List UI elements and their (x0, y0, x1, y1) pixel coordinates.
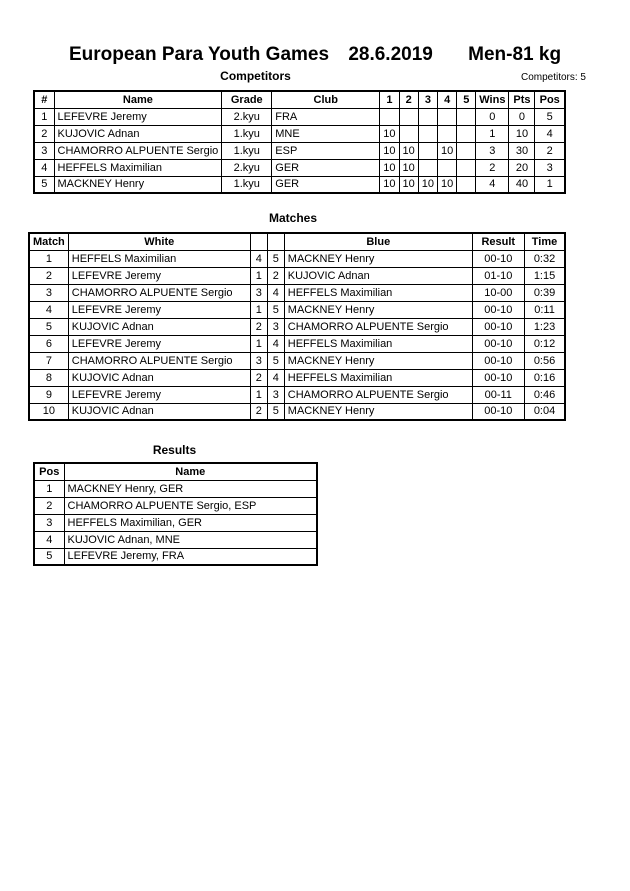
competitor-grade: 1.kyu (222, 125, 272, 142)
match-row (29, 335, 565, 352)
col-time: Time (524, 233, 565, 250)
competitor-score-4: 10 (438, 142, 457, 159)
col-club: Club (272, 91, 380, 108)
result-row (34, 548, 317, 565)
match-time: 0:56 (524, 352, 565, 369)
competitors-heading: Competitors (220, 69, 291, 83)
competitor-number: 5 (34, 176, 54, 193)
match-blue-number: 4 (267, 284, 284, 301)
competitor-score-4: 10 (438, 176, 457, 193)
match-number: 2 (29, 267, 68, 284)
col-score-1: 1 (380, 91, 399, 108)
match-result: 01-10 (472, 267, 524, 284)
competitor-name: HEFFELS Maximilian (54, 159, 222, 176)
match-time: 0:39 (524, 284, 565, 301)
match-time: 0:32 (524, 250, 565, 267)
competitor-wins: 3 (476, 142, 509, 159)
competitor-score-4 (438, 159, 457, 176)
match-blue-name: MACKNEY Henry (284, 301, 472, 318)
competitor-row (34, 125, 565, 142)
competitors-table (33, 90, 566, 194)
col-result: Result (472, 233, 524, 250)
competitor-wins: 2 (476, 159, 509, 176)
competitor-score-1: 10 (380, 159, 399, 176)
competitor-pts: 40 (509, 176, 535, 193)
competitor-number: 2 (34, 125, 54, 142)
competitor-score-5 (457, 125, 476, 142)
competitors-count: Competitors: 5 (520, 72, 586, 83)
result-name: MACKNEY Henry, GER (64, 480, 317, 497)
match-number: 6 (29, 335, 68, 352)
col-wins: Wins (476, 91, 509, 108)
competitor-wins: 4 (476, 176, 509, 193)
competitor-pts: 0 (509, 108, 535, 125)
competitor-score-4 (438, 108, 457, 125)
competitor-club: FRA (272, 108, 380, 125)
result-row (34, 480, 317, 497)
match-time: 1:15 (524, 267, 565, 284)
match-white-number: 3 (250, 352, 267, 369)
event-date: 28.6.2019 (348, 44, 433, 65)
competitors-header-row (34, 91, 565, 108)
competitor-wins: 0 (476, 108, 509, 125)
competitor-score-2 (399, 108, 418, 125)
match-blue-name: MACKNEY Henry (284, 352, 472, 369)
competitor-score-5 (457, 108, 476, 125)
competitor-grade: 1.kyu (222, 142, 272, 159)
result-pos: 3 (34, 514, 64, 531)
competitor-club: GER (272, 176, 380, 193)
col-name: Name (54, 91, 222, 108)
competitor-score-1: 10 (380, 142, 399, 159)
match-time: 0:12 (524, 335, 565, 352)
match-white-number: 1 (250, 386, 267, 403)
match-result: 00-10 (472, 301, 524, 318)
match-result: 00-10 (472, 403, 524, 420)
competitor-score-1 (380, 108, 399, 125)
match-white-name: HEFFELS Maximilian (68, 250, 250, 267)
col-score-3: 3 (418, 91, 437, 108)
match-number: 1 (29, 250, 68, 267)
match-result: 10-00 (472, 284, 524, 301)
result-pos: 5 (34, 548, 64, 565)
competitor-pts: 20 (509, 159, 535, 176)
match-white-name: KUJOVIC Adnan (68, 318, 250, 335)
match-number: 4 (29, 301, 68, 318)
competitor-score-5 (457, 159, 476, 176)
match-blue-name: MACKNEY Henry (284, 403, 472, 420)
result-name: KUJOVIC Adnan, MNE (64, 531, 317, 548)
match-blue-name: CHAMORRO ALPUENTE Sergio (284, 386, 472, 403)
col-number: # (34, 91, 54, 108)
competitor-score-1: 10 (380, 125, 399, 142)
result-pos: 2 (34, 497, 64, 514)
matches-heading: Matches (268, 211, 318, 225)
col-blue: Blue (284, 233, 472, 250)
match-white-name: LEFEVRE Jeremy (68, 386, 250, 403)
result-name: HEFFELS Maximilian, GER (64, 514, 317, 531)
match-white-name: LEFEVRE Jeremy (68, 301, 250, 318)
competitor-score-4 (438, 125, 457, 142)
match-row (29, 267, 565, 284)
match-blue-number: 5 (267, 250, 284, 267)
competitor-number: 3 (34, 142, 54, 159)
result-name: LEFEVRE Jeremy, FRA (64, 548, 317, 565)
competitor-name: MACKNEY Henry (54, 176, 222, 193)
competitor-number: 1 (34, 108, 54, 125)
competitor-pts: 10 (509, 125, 535, 142)
match-number: 8 (29, 369, 68, 386)
col-result-pos: Pos (34, 463, 64, 480)
col-grade: Grade (222, 91, 272, 108)
competitor-row (34, 108, 565, 125)
match-blue-number: 5 (267, 352, 284, 369)
matches-header-row (29, 233, 565, 250)
match-blue-number: 5 (267, 403, 284, 420)
results-table (33, 462, 318, 566)
match-row (29, 403, 565, 420)
results-header-row (34, 463, 317, 480)
competitor-row (34, 176, 565, 193)
match-white-name: CHAMORRO ALPUENTE Sergio (68, 284, 250, 301)
competitor-grade: 1.kyu (222, 176, 272, 193)
result-row (34, 531, 317, 548)
result-pos: 1 (34, 480, 64, 497)
match-row (29, 250, 565, 267)
competitor-row (34, 159, 565, 176)
col-pos: Pos (535, 91, 565, 108)
match-row (29, 369, 565, 386)
match-white-name: LEFEVRE Jeremy (68, 335, 250, 352)
match-row (29, 301, 565, 318)
result-row (34, 514, 317, 531)
competitor-name: CHAMORRO ALPUENTE Sergio (54, 142, 222, 159)
match-time: 0:16 (524, 369, 565, 386)
col-white: White (68, 233, 250, 250)
match-white-name: KUJOVIC Adnan (68, 369, 250, 386)
col-result-name: Name (64, 463, 317, 480)
competitor-club: GER (272, 159, 380, 176)
match-result: 00-10 (472, 318, 524, 335)
match-white-number: 2 (250, 403, 267, 420)
match-row (29, 284, 565, 301)
competitor-pts: 30 (509, 142, 535, 159)
match-blue-number: 4 (267, 335, 284, 352)
match-blue-name: CHAMORRO ALPUENTE Sergio (284, 318, 472, 335)
match-number: 7 (29, 352, 68, 369)
competitor-pos: 4 (535, 125, 565, 142)
match-blue-name: KUJOVIC Adnan (284, 267, 472, 284)
match-blue-number: 3 (267, 386, 284, 403)
match-result: 00-10 (472, 335, 524, 352)
match-white-number: 1 (250, 301, 267, 318)
results-heading: Results (152, 443, 197, 457)
competitor-score-2: 10 (399, 176, 418, 193)
match-result: 00-11 (472, 386, 524, 403)
match-time: 0:04 (524, 403, 565, 420)
match-blue-number: 2 (267, 267, 284, 284)
match-row (29, 318, 565, 335)
col-white-number (250, 233, 267, 250)
match-number: 10 (29, 403, 68, 420)
result-row (34, 497, 317, 514)
match-white-name: KUJOVIC Adnan (68, 403, 250, 420)
competitor-score-3 (418, 108, 437, 125)
col-pts: Pts (509, 91, 535, 108)
match-white-number: 1 (250, 335, 267, 352)
match-result: 00-10 (472, 250, 524, 267)
event-name: European Para Youth Games (68, 44, 330, 65)
col-score-4: 4 (438, 91, 457, 108)
match-blue-number: 4 (267, 369, 284, 386)
match-blue-name: MACKNEY Henry (284, 250, 472, 267)
match-white-number: 4 (250, 250, 267, 267)
competitor-pos: 5 (535, 108, 565, 125)
competitor-club: ESP (272, 142, 380, 159)
competitor-score-3 (418, 142, 437, 159)
competitor-score-2: 10 (399, 142, 418, 159)
competitor-name: KUJOVIC Adnan (54, 125, 222, 142)
match-time: 0:46 (524, 386, 565, 403)
match-number: 9 (29, 386, 68, 403)
match-blue-number: 3 (267, 318, 284, 335)
matches-table (28, 232, 566, 421)
competitor-name: LEFEVRE Jeremy (54, 108, 222, 125)
competitor-pos: 1 (535, 176, 565, 193)
competitor-grade: 2.kyu (222, 159, 272, 176)
col-score-5: 5 (457, 91, 476, 108)
match-blue-number: 5 (267, 301, 284, 318)
match-blue-name: HEFFELS Maximilian (284, 369, 472, 386)
match-white-number: 2 (250, 369, 267, 386)
match-result: 00-10 (472, 369, 524, 386)
competitor-grade: 2.kyu (222, 108, 272, 125)
match-white-number: 2 (250, 318, 267, 335)
match-number: 3 (29, 284, 68, 301)
competitor-score-5 (457, 142, 476, 159)
competitor-score-3 (418, 159, 437, 176)
match-number: 5 (29, 318, 68, 335)
match-white-name: LEFEVRE Jeremy (68, 267, 250, 284)
result-name: CHAMORRO ALPUENTE Sergio, ESP (64, 497, 317, 514)
competitor-number: 4 (34, 159, 54, 176)
col-match: Match (29, 233, 68, 250)
competitor-score-1: 10 (380, 176, 399, 193)
result-pos: 4 (34, 531, 64, 548)
competitor-pos: 3 (535, 159, 565, 176)
competitor-pos: 2 (535, 142, 565, 159)
match-white-name: CHAMORRO ALPUENTE Sergio (68, 352, 250, 369)
match-blue-name: HEFFELS Maximilian (284, 335, 472, 352)
match-result: 00-10 (472, 352, 524, 369)
match-white-number: 1 (250, 267, 267, 284)
match-row (29, 352, 565, 369)
match-white-number: 3 (250, 284, 267, 301)
match-blue-name: HEFFELS Maximilian (284, 284, 472, 301)
competitor-score-5 (457, 176, 476, 193)
page-title (0, 44, 630, 66)
match-time: 1:23 (524, 318, 565, 335)
col-blue-number (267, 233, 284, 250)
match-time: 0:11 (524, 301, 565, 318)
competitor-wins: 1 (476, 125, 509, 142)
competitor-score-2: 10 (399, 159, 418, 176)
competitor-score-3: 10 (418, 176, 437, 193)
competitor-row (34, 142, 565, 159)
match-row (29, 386, 565, 403)
competitor-club: MNE (272, 125, 380, 142)
competitor-score-3 (418, 125, 437, 142)
competitor-score-2 (399, 125, 418, 142)
col-score-2: 2 (399, 91, 418, 108)
weight-category: Men-81 kg (468, 44, 562, 65)
